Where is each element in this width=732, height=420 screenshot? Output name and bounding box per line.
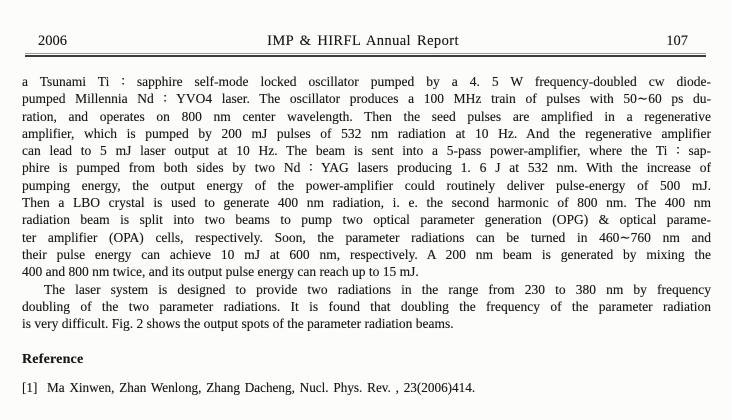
- paragraph-laser-system-description: [22, 73, 711, 281]
- body-text: [22, 73, 711, 332]
- header-page-number: 107: [666, 33, 689, 49]
- reference-section: [22, 352, 711, 396]
- text-line: pumped Millennia Nd ∶ YVO4 laser. The oscillator produces a 100 MHz train of pulses with 50∼60 ps du-: [22, 91, 711, 107]
- header-rule-thick-line: [25, 55, 706, 57]
- page-header: [0, 0, 732, 50]
- text-line: phire is pumped from both sides by two Nd ∶ YAG lasers producing 1. 6 J at 532 nm. With the increase of: [22, 160, 711, 176]
- reference-item: [1] Ma Xinwen, Zhan Wenlong, Zhang Dacheng, Nucl. Phys. Rev. , 23(2006)414.: [22, 380, 476, 396]
- text-line: Then a LBO crystal is used to generate 400 nm radiation, i. e. the second harmonic of 800 nm. The 400 nm: [22, 195, 711, 211]
- header-rule: [25, 53, 706, 57]
- text-line: amplifier, which is pumped by 200 mJ pulses of 532 nm radiation at 10 Hz. And the regenerative amplifier: [22, 125, 711, 141]
- text-line: their pulse energy can achieve 10 mJ at 600 nm, respectively. A 200 nm beam is generated by mixing the: [22, 246, 711, 262]
- header-rule-thin-line: [25, 53, 706, 54]
- text-line: can lead to 5 mJ laser output at 10 Hz. The beam is sent into a 5-pass power-amplifier, where the Ti ∶ sap-: [22, 143, 711, 159]
- text-line: is very difficult. Fig. 2 shows the output spots of the parameter radiation beams.: [22, 316, 454, 332]
- text-line: ter amplifier (OPA) cells, respectively. Soon, the parameter radiations can be turned in 460∼760 nm and: [22, 229, 711, 245]
- text-line: a Tsunami Ti ∶ sapphire self-mode locked oscillator pumped by a 4. 5 W frequency-doubled cw diode-: [22, 74, 711, 89]
- text-line: ration, and operates on 800 nm center wavelength. Then the seed pulses are amplified in a regenerative: [22, 108, 711, 124]
- header-year: 2006: [38, 33, 67, 49]
- text-line: pumping energy, the output energy of the power-amplifier could routinely deliver pulse-energy of 500 mJ.: [22, 177, 711, 193]
- paragraph-uv-radiation-design: [22, 281, 711, 333]
- reference-heading: Reference: [22, 352, 84, 368]
- text-line: 400 and 800 nm twice, and its output pulse energy can reach up to 15 mJ.: [22, 264, 419, 280]
- header-title: IMP & HIRFL Annual Report: [267, 33, 459, 49]
- text-line: doubling of the two parameter radiations. It is found that doubling the frequency of the parameter radiation: [22, 298, 711, 314]
- text-line: radiation beam is split into two beams to pump two optical parameter generation (OPG) & optical parame-: [22, 212, 711, 228]
- text-line: The laser system is designed to provide two radiations in the range from 230 to 380 nm by frequency: [44, 281, 711, 297]
